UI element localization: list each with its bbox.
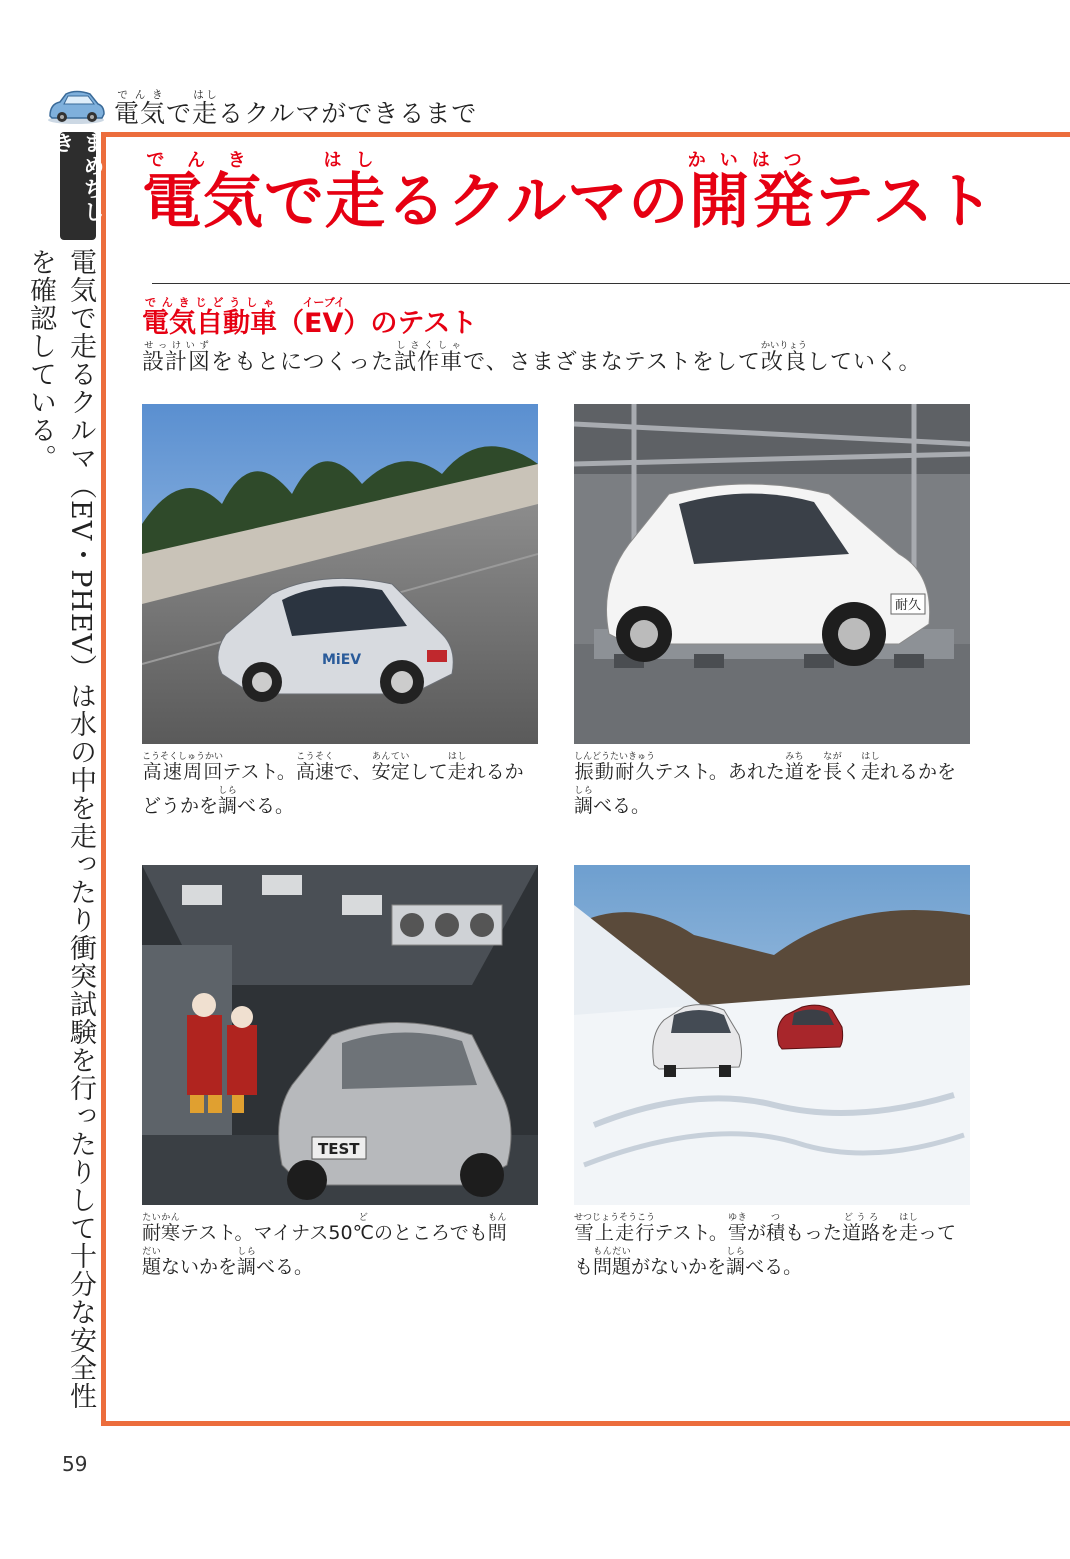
- section-title: 電気自動車でんきじどうしゃ（EVイーブイ）のテスト: [142, 296, 478, 339]
- test-plate-text: TEST: [318, 1140, 360, 1158]
- page-header: [46, 78, 477, 126]
- photo-high-speed-test: [142, 404, 538, 744]
- lead-paragraph: 設計図せっけいずをもとにつくった試作車しさくしゃで、さまざまなテストをして改良かいりょうしていく。: [142, 340, 922, 375]
- page-number: 59: [62, 1452, 88, 1476]
- title-divider: [152, 283, 1070, 284]
- caption-snow-test: 雪上走行せつじょうそうこうテスト。雪ゆきが積つもった道路どうろを走はしって も問題もんだいがないかを調しらべる。: [574, 1213, 957, 1278]
- photo-snow-test: [574, 865, 970, 1205]
- photo-cold-test: [142, 865, 538, 1205]
- header-title: 電気でんきで走はしるクルマができるまで: [114, 89, 478, 128]
- caption-high-speed-test: 高速周回こうそくしゅうかいテスト。高速こうそくで、安定あんていして走はしれるか どうかを調しらべる。: [142, 752, 524, 817]
- car-illustration-icon: [46, 86, 106, 126]
- mamechishiki-tab: まめちしき: [60, 132, 96, 240]
- side-note-text: 電気で走るクルマ（EV・PHEV）は水の中を走ったり衝突試験を行ったりして十分な安全性を確認している。: [25, 248, 96, 1411]
- caption-vibration-test: 振動耐久しんどうたいきゅうテスト。あれた道みちを長ながく走はしれるかを 調しらべる。: [574, 752, 957, 817]
- page-title: 電気でんきで走はしるクルマの開発かいはつテスト: [142, 150, 995, 237]
- test-sign-text: 耐久: [895, 598, 922, 613]
- caption-cold-test: 耐寒たいかんテスト。マイナス50℃どのところでも問もん 題だいないかを調しらべる。: [142, 1213, 507, 1278]
- photo-vibration-test: [574, 404, 970, 744]
- car-logo-text: MiEV: [322, 652, 362, 668]
